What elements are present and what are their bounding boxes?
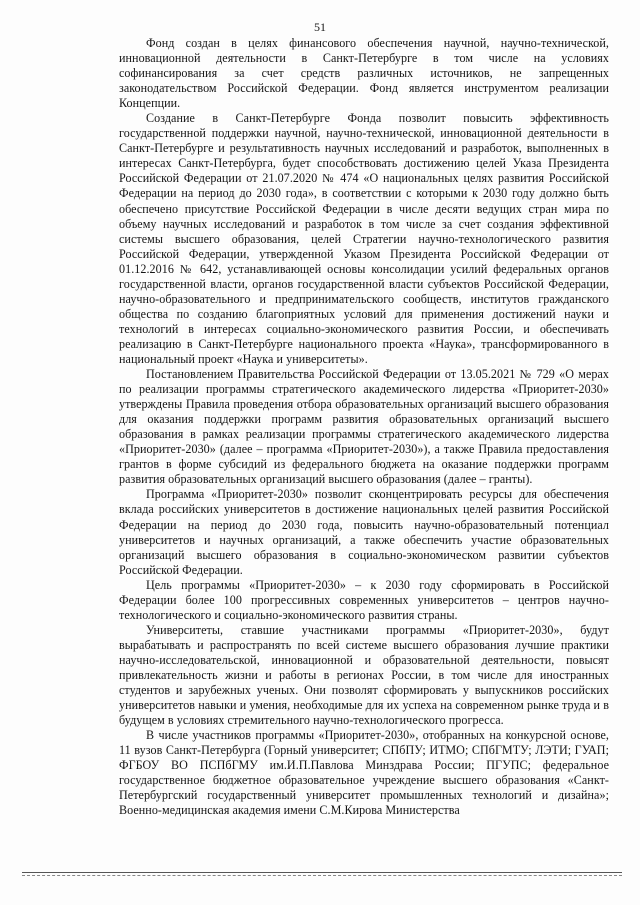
document-body	[119, 36, 609, 818]
paragraph-program-goal: Цель программы «Приоритет-2030» – к 2030 году сформировать в Российской Федерации более 100 прогрессивных современных университетов – центров научно-технологического и социально-экономического развития страны.	[119, 577, 609, 622]
paragraph-government-decree: Постановлением Правительства Российской Федерации от 13.05.2021 № 729 «О мерах по реализации программы стратегического академического лидерства «Приоритет-2030» утверждены Правила проведения отбора образовательных организаций высшего образования для оказания поддержки программ развития образовательных организаций высшего образования в рамках реализации программы стратегического академического лидерства «Приоритет-2030» (далее – программа «Приоритет-2030»), а также Правила предоставления грантов в форме субсидий из федерального бюджета на оказание поддержки программ развития образовательных организаций высшего образования (далее – гранты).	[119, 367, 609, 487]
paragraph-fund-effects: Создание в Санкт-Петербурге Фонда позволит повысить эффективность государственной поддержки научной, научно-технической, инновационной деятельности в Санкт-Петербурге и результативность научных исследований и разработок, выполненных в интересах Санкт-Петербурга, будет способствовать достижению целей Указа Президента Российской Федерации от 21.07.2020 № 474 «О национальных целях развития Российской Федерации на период до 2030 года», в соответствии с которыми к 2030 году должно быть обеспечено присутствие Российской Федерации в числе десяти ведущих стран мира по объему научных исследований и разработок в том числе за счет создания эффективной системы высшего образования, целей Стратегии научно-технологического развития Российской Федерации, утвержденной Указом Президента Российской Федерации от 01.12.2016 № 642, устанавливающей основы консолидации усилий федеральных органов государственной власти, органов государственной власти субъектов Российской Федерации, научно-образовательного и предпринимательского сообществ, институтов гражданского общества по созданию благоприятных условий для применения достижений науки и технологий в интересах социально-экономического развития России, и обеспечивать реализацию в Санкт-Петербурге национального проекта «Наука», трансформированного в национальный проект «Наука и университеты».	[119, 111, 609, 366]
page-number: 51	[314, 20, 326, 34]
paragraph-universities: Университеты, ставшие участниками программы «Приоритет-2030», будут вырабатывать и распространять по всей системе высшего образования лучшие практики научно-исследовательской, инновационной и образовательной деятельности, повысят привлекательность жизни и работы в регионах России, в том числе для иностранных студентов и зарубежных ученых. Они позволят сформировать у выпускников российских университетов навыки и умения, необходимые для их успеха на современном рынке труда и в будущем в условиях стремительного научно-технологического прогресса.	[119, 622, 609, 728]
footer-divider	[22, 872, 622, 873]
paragraph-priority-program: Программа «Приоритет-2030» позволит сконцентрировать ресурсы для обеспечения вклада российских университетов в достижение национальных целей развития Российской Федерации на период до 2030 года, повысить научно-образовательный потенциал университетов и научных организаций, а также обеспечить участие образовательных организаций высшего образования в социально-экономическом развитии субъектов Российской Федерации.	[119, 487, 609, 577]
paragraph-fund-creation: Фонд создан в целях финансового обеспечения научной, научно-технической, инновационной деятельности в Санкт-Петербурге в том числе на условиях софинансирования за счет средств различных источников, не запрещенных законодательством Российской Федерации. Фонд является инструментом реализации Концепции.	[119, 36, 609, 111]
paragraph-participants: В числе участников программы «Приоритет-2030», отобранных на конкурсной основе, 11 вузов Санкт-Петербурга (Горный университет; СПбПУ; ИТМО; СПбГМТУ; ЛЭТИ; ГУАП; ФГБОУ ВО ПСПбГМУ им.И.П.Павлова Минздрава России; ПГУПС; федеральное государственное бюджетное образовательное учреждение высшего образования «Санкт-Петербургский государственный университет промышленных технологий и дизайна»; Военно-медицинская академия имени С.М.Кирова Министерства	[119, 728, 609, 818]
footer-divider-dashed	[22, 875, 622, 876]
